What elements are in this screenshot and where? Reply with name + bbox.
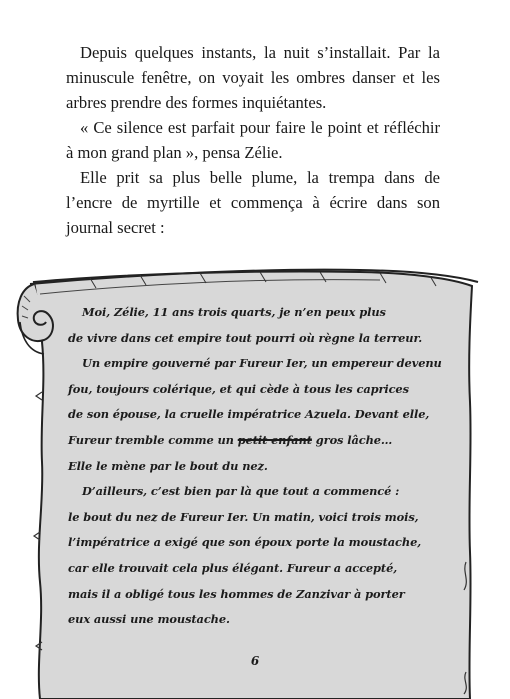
journal-line bbox=[68, 428, 448, 454]
journal-line: Elle le mène par le bout du nez. bbox=[68, 458, 268, 473]
journal-line: D’ailleurs, c’est bien par là que tout a commencé : bbox=[82, 484, 400, 499]
journal-text: gros lâche… bbox=[315, 432, 393, 447]
journal-line: de son épouse, la cruelle impératrice Azuela. Devant elle, bbox=[68, 407, 430, 422]
journal-line: mais il a obligé tous les hommes de Zanzivar à porter bbox=[68, 586, 405, 601]
journal-line: Moi, Zélie, 11 ans trois quarts, je n’en peux plus bbox=[82, 305, 386, 319]
paragraph: Depuis quelques instants, la nuit s’installait. Par la minuscule fenêtre, on voyait les ombres danser et les arbres prendre des formes inquiétantes. bbox=[66, 43, 440, 112]
journal-entry bbox=[68, 300, 448, 633]
journal-line: fou, toujours colérique, et qui cède à tous les caprices bbox=[68, 381, 409, 396]
parchment-scroll bbox=[0, 262, 510, 699]
journal-line: l’impératrice a exigé que son époux porte la moustache, bbox=[68, 535, 422, 550]
page-number: 6 bbox=[250, 654, 260, 668]
paragraph: « Ce silence est parfait pour faire le point et réfléchir à mon grand plan », pensa Zélie. bbox=[66, 118, 440, 162]
journal-line: eux aussi une moustache. bbox=[68, 612, 230, 627]
journal-line: le bout du nez de Fureur Ier. Un matin, voici trois mois, bbox=[68, 509, 419, 524]
journal-text: Fureur tremble comme un bbox=[68, 432, 234, 447]
crossed-out-text: petit enfant bbox=[237, 432, 312, 447]
journal-line: car elle trouvait cela plus élégant. Fureur a accepté, bbox=[68, 560, 398, 575]
journal-line: Un empire gouverné par Fureur Ier, un empereur devenu bbox=[82, 356, 442, 371]
narrative-text bbox=[66, 40, 440, 240]
journal-line: de vivre dans cet empire tout pourri où règne la terreur. bbox=[68, 330, 423, 345]
paragraph: Elle prit sa plus belle plume, la trempa dans de l’encre de myrtille et commença à écrire dans son journal secret : bbox=[66, 168, 440, 237]
